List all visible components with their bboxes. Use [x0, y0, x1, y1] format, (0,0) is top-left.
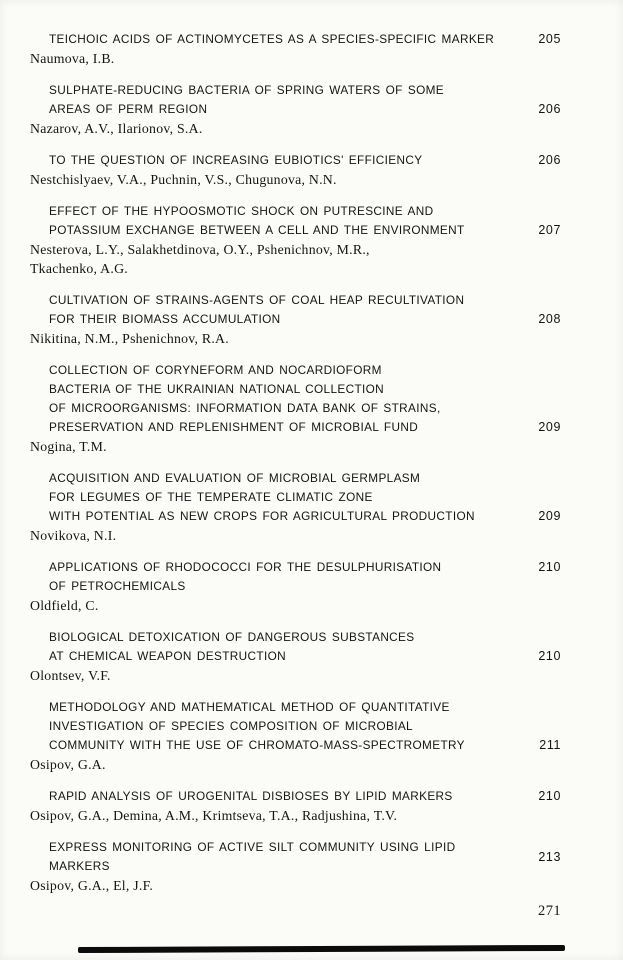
entry-authors-block — [30, 170, 561, 189]
title-line: FOR LEGUMES OF THE TEMPERATE CLIMATIC ZONE — [49, 490, 373, 504]
entry-title-block — [30, 151, 561, 170]
entry-page-number: 213 — [538, 849, 561, 864]
author-line: Osipov, G.A., El, J.F. — [30, 878, 154, 893]
footer-page-number: 271 — [538, 903, 561, 919]
entry-title-block — [30, 469, 561, 526]
toc-entry — [30, 202, 561, 278]
entry-authors-block — [30, 666, 561, 685]
toc-entry — [30, 628, 561, 685]
title-line: OF PETROCHEMICALS — [49, 579, 186, 593]
entry-title-block — [30, 291, 561, 329]
entry-authors-block — [30, 876, 561, 895]
entry-page-number: 206 — [538, 102, 561, 116]
title-line: WITH POTENTIAL AS NEW CROPS FOR AGRICULTURAL PRODUCTION — [49, 509, 475, 523]
entry-title-block — [30, 361, 561, 437]
title-line: AREAS OF PERM REGION — [49, 102, 208, 116]
toc-entry — [30, 361, 561, 456]
title-line: FOR THEIR BIOMASS ACCUMULATION — [49, 312, 281, 326]
entry-title-block — [30, 202, 561, 240]
entry-authors-block — [30, 755, 561, 774]
entry-page-number: 210 — [538, 789, 561, 803]
title-line: BACTERIA OF THE UKRAINIAN NATIONAL COLLECTION — [49, 382, 385, 396]
author-line: Nazarov, A.V., Ilarionov, S.A. — [30, 121, 203, 136]
scan-artifact-bar — [78, 945, 565, 953]
entry-authors-block — [30, 240, 561, 278]
entry-page-number: 210 — [538, 649, 561, 663]
entry-page-number: 211 — [539, 738, 561, 752]
author-line: Nogina, T.M. — [30, 439, 107, 454]
title-line: ACQUISITION AND EVALUATION OF MICROBIAL GERMPLASM — [49, 471, 421, 485]
title-line: TO THE QUESTION OF INCREASING EUBIOTICS' EFFICIENCY — [49, 153, 423, 167]
entry-title-block — [30, 628, 561, 666]
title-line: APPLICATIONS OF RHODOCOCCI FOR THE DESULPHURISATION — [49, 560, 442, 574]
entry-title-block — [30, 81, 561, 119]
entry-title-block — [30, 838, 561, 876]
entry-title-block — [30, 30, 561, 49]
title-line: METHODOLOGY AND MATHEMATICAL METHOD OF QUANTITATIVE — [49, 700, 450, 714]
toc-entry — [30, 558, 561, 615]
toc-entry — [30, 698, 561, 774]
title-line: INVESTIGATION OF SPECIES COMPOSITION OF MICROBIAL — [49, 719, 413, 733]
entry-page-number: 205 — [538, 32, 561, 46]
author-line: Oldfield, C. — [30, 598, 99, 613]
toc-entry — [30, 81, 561, 138]
author-line: Naumova, I.B. — [30, 51, 115, 66]
entry-authors-block — [30, 119, 561, 138]
title-line: RAPID ANALYSIS OF UROGENITAL DISBIOSES BY LIPID MARKERS — [49, 789, 453, 803]
entry-page-number: 208 — [538, 312, 561, 326]
toc-entry — [30, 291, 561, 348]
entry-authors-block — [30, 526, 561, 545]
title-line: POTASSIUM EXCHANGE BETWEEN A CELL AND THE ENVIRONMENT — [49, 223, 465, 237]
author-line: Nikitina, N.M., Pshenichnov, R.A. — [30, 331, 229, 346]
toc-entry — [30, 787, 561, 825]
title-line: COLLECTION OF CORYNEFORM AND NOCARDIOFORM — [49, 363, 382, 377]
title-line: EFFECT OF THE HYPOOSMOTIC SHOCK ON PUTRESCINE AND — [49, 204, 434, 218]
title-line: CULTIVATION OF STRAINS-AGENTS OF COAL HEAP RECULTIVATION — [49, 293, 465, 307]
entry-page-number: 209 — [538, 509, 561, 523]
entry-page-number: 209 — [538, 420, 561, 434]
author-line: Osipov, G.A. — [30, 757, 106, 772]
title-line: EXPRESS MONITORING OF ACTIVE SILT COMMUNITY USING LIPID — [49, 840, 456, 854]
author-line: Osipov, G.A., Demina, A.M., Krimtseva, T.A., Radjushina, T.V. — [30, 808, 398, 823]
entry-authors-block — [30, 49, 561, 68]
entry-authors-block — [30, 437, 561, 456]
entry-authors-block — [30, 329, 561, 348]
title-line: COMMUNITY WITH THE USE OF CHROMATO-MASS-SPECTROMETRY — [49, 738, 465, 752]
title-line: MARKERS — [49, 859, 110, 873]
title-line: TEICHOIC ACIDS OF ACTINOMYCETES AS A SPECIES-SPECIFIC MARKER — [49, 32, 495, 46]
entry-page-number: 207 — [538, 223, 561, 237]
toc-entry — [30, 30, 561, 68]
entry-page-number: 210 — [538, 560, 561, 574]
entry-title-block — [30, 558, 561, 596]
title-line: BIOLOGICAL DETOXICATION OF DANGEROUS SUBSTANCES — [49, 630, 415, 644]
entry-authors-block — [30, 596, 561, 615]
toc-entry — [30, 469, 561, 545]
toc-entry — [30, 838, 561, 895]
toc-entry — [30, 151, 561, 189]
author-line: Novikova, N.I. — [30, 528, 117, 543]
author-line: Nesterova, L.Y., Salakhetdinova, O.Y., Pshenichnov, M.R., — [30, 242, 370, 257]
entry-title-block — [30, 787, 561, 806]
author-line: Tkachenko, A.G. — [30, 261, 129, 276]
title-line: PRESERVATION AND REPLENISHMENT OF MICROBIAL FUND — [49, 420, 419, 434]
title-line: OF MICROORGANISMS: INFORMATION DATA BANK OF STRAINS, — [49, 401, 441, 415]
entry-title-block — [30, 698, 561, 755]
entry-page-number: 206 — [538, 153, 561, 167]
author-line: Nestchislyaev, V.A., Puchnin, V.S., Chugunova, N.N. — [30, 172, 337, 187]
author-line: Olontsev, V.F. — [30, 668, 111, 683]
title-line: SULPHATE-REDUCING BACTERIA OF SPRING WATERS OF SOME — [49, 83, 444, 97]
entry-authors-block — [30, 806, 561, 825]
toc-list — [30, 30, 561, 895]
title-line: AT CHEMICAL WEAPON DESTRUCTION — [49, 649, 286, 663]
